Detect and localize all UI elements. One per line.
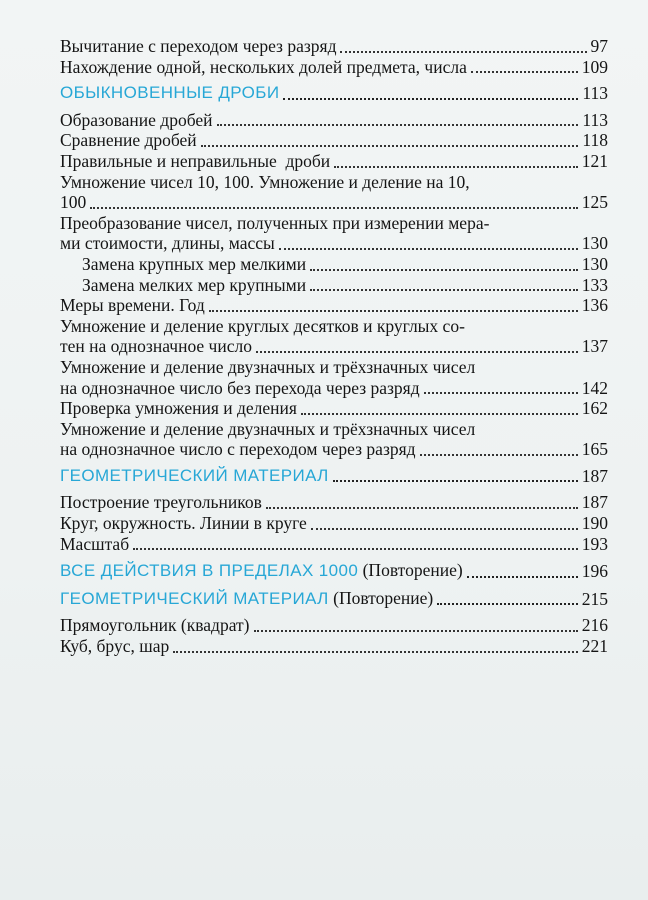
toc-entry[interactable] xyxy=(60,513,608,534)
toc-entry-title-line1: Умножение и деление круглых десятков и круглых со- xyxy=(60,315,465,336)
toc-entry-title: Замена мелких мер крупными xyxy=(82,274,307,295)
section-title xyxy=(60,560,463,582)
toc-entry-title-line1: Преобразование чисел, полученных при измерении мера- xyxy=(60,212,490,233)
leader-dots xyxy=(310,268,578,271)
toc-entry-page: 130 xyxy=(581,253,608,274)
toc-entry-title: Круг, окружность. Линии в круге xyxy=(60,513,307,534)
toc-entry-page: 121 xyxy=(581,150,608,171)
leader-dots xyxy=(254,629,578,632)
section-note: (Повторение) xyxy=(328,587,434,608)
toc-entry-title-line1: Умножение и деление двузначных и трёхзначных чисел xyxy=(60,418,476,439)
toc-entry-page: 109 xyxy=(581,56,608,77)
toc-entry-title: Проверка умножения и деления xyxy=(60,398,297,419)
toc-section[interactable] xyxy=(60,83,608,104)
toc-entry-page: 162 xyxy=(581,398,608,419)
table-of-contents xyxy=(60,36,608,657)
toc-entry-page: 216 xyxy=(581,615,608,636)
toc-section[interactable] xyxy=(60,588,608,610)
toc-entry-page: 137 xyxy=(581,336,608,357)
leader-dots xyxy=(334,165,578,168)
section-title-text: ВСЕ ДЕЙСТВИЯ В ПРЕДЕЛАХ 1000 xyxy=(60,561,359,581)
toc-entry[interactable] xyxy=(60,151,608,172)
toc-entry-title: Меры времени. Год xyxy=(60,295,205,316)
toc-entry-page: 113 xyxy=(582,109,608,130)
leader-dots xyxy=(301,412,578,415)
toc-entry-page: 136 xyxy=(581,295,608,316)
toc-entry[interactable] xyxy=(60,419,608,460)
toc-entry-title-line2: на однозначное число без перехода через разряд xyxy=(60,377,420,398)
toc-entry-title: Вычитание с переходом через разряд xyxy=(60,36,337,56)
toc-entry[interactable] xyxy=(60,172,608,213)
toc-entry-title-line1: Умножение чисел 10, 100. Умножение и деление на 10, xyxy=(60,171,470,192)
toc-entry-title: Нахождение одной, нескольких долей предмета, числа xyxy=(60,56,467,77)
section-title: ГЕОМЕТРИЧЕСКИЙ МАТЕРИАЛ xyxy=(60,465,329,485)
toc-entry-page: 221 xyxy=(581,636,608,657)
toc-entry-title-line2: ми стоимости, длины, массы xyxy=(60,233,275,254)
toc-entry-title: Сравнение дробей xyxy=(60,130,197,151)
leader-dots xyxy=(310,288,578,291)
leader-dots xyxy=(256,350,578,353)
toc-entry-title: Построение треугольников xyxy=(60,492,262,513)
toc-entry[interactable] xyxy=(60,534,608,555)
toc-section[interactable] xyxy=(60,560,608,582)
toc-entry-page: 130 xyxy=(581,233,608,254)
toc-entry[interactable] xyxy=(60,295,608,316)
toc-section[interactable] xyxy=(60,466,608,487)
section-note: (Повторение) xyxy=(358,560,463,581)
toc-entry[interactable] xyxy=(60,110,608,131)
toc-entry[interactable] xyxy=(60,492,608,513)
toc-entry[interactable] xyxy=(60,615,608,636)
toc-entry-title: Образование дробей xyxy=(60,109,213,130)
toc-entry-title: Правильные и неправильные дроби xyxy=(60,150,331,171)
leader-dots xyxy=(266,506,578,509)
leader-dots xyxy=(217,123,579,126)
leader-dots xyxy=(90,206,578,209)
section-page: 187 xyxy=(581,465,608,486)
leader-dots xyxy=(209,309,578,312)
toc-entry-title-line2: тен на однозначное число xyxy=(60,336,252,357)
leader-dots xyxy=(133,547,578,550)
toc-entry[interactable] xyxy=(60,316,608,357)
leader-dots xyxy=(201,144,579,147)
section-title-text: ГЕОМЕТРИЧЕСКИЙ МАТЕРИАЛ xyxy=(60,588,329,608)
leader-dots xyxy=(467,575,578,578)
leader-dots xyxy=(311,527,578,530)
leader-dots xyxy=(279,247,578,250)
leader-dots xyxy=(424,391,578,394)
toc-entry[interactable] xyxy=(60,636,608,657)
toc-entry[interactable] xyxy=(60,254,608,275)
toc-entry[interactable] xyxy=(60,357,608,398)
toc-entry-page: 142 xyxy=(581,377,608,398)
section-page: 196 xyxy=(581,561,608,582)
toc-entry-page: 190 xyxy=(581,513,608,534)
toc-entry-title: Прямоугольник (квадрат) xyxy=(60,615,250,636)
toc-entry-page: 133 xyxy=(581,274,608,295)
toc-entry-title: Масштаб xyxy=(60,533,130,554)
toc-entry-page: 165 xyxy=(581,439,608,460)
toc-entry[interactable] xyxy=(60,57,608,78)
toc-entry-page: 125 xyxy=(581,192,608,213)
toc-entry-page: 118 xyxy=(582,130,608,151)
toc-entry-title: Куб, брус, шар xyxy=(60,636,170,657)
toc-entry-page: 97 xyxy=(590,36,608,56)
leader-dots xyxy=(340,50,586,53)
section-title: ОБЫКНОВЕННЫЕ ДРОБИ xyxy=(60,83,280,103)
toc-entry-page: 187 xyxy=(581,492,608,513)
toc-entry[interactable] xyxy=(60,275,608,296)
leader-dots xyxy=(420,453,578,456)
leader-dots xyxy=(173,650,578,653)
leader-dots xyxy=(437,602,578,605)
leader-dots xyxy=(333,479,578,482)
toc-entry[interactable] xyxy=(60,213,608,254)
section-page: 215 xyxy=(581,588,608,609)
toc-entry-page: 193 xyxy=(581,533,608,554)
toc-entry-title-line2: на однозначное число с переходом через разряд xyxy=(60,439,416,460)
section-page: 113 xyxy=(582,83,608,104)
section-title xyxy=(60,588,433,610)
toc-entry[interactable] xyxy=(60,398,608,419)
toc-entry-title-line1: Умножение и деление двузначных и трёхзначных чисел xyxy=(60,356,476,377)
toc-entry-title: Замена крупных мер мелкими xyxy=(82,253,307,274)
toc-entry[interactable] xyxy=(60,36,608,57)
toc-entry-title-line2: 100 xyxy=(60,192,87,213)
leader-dots xyxy=(471,70,578,73)
toc-entry[interactable] xyxy=(60,130,608,151)
leader-dots xyxy=(283,97,578,100)
